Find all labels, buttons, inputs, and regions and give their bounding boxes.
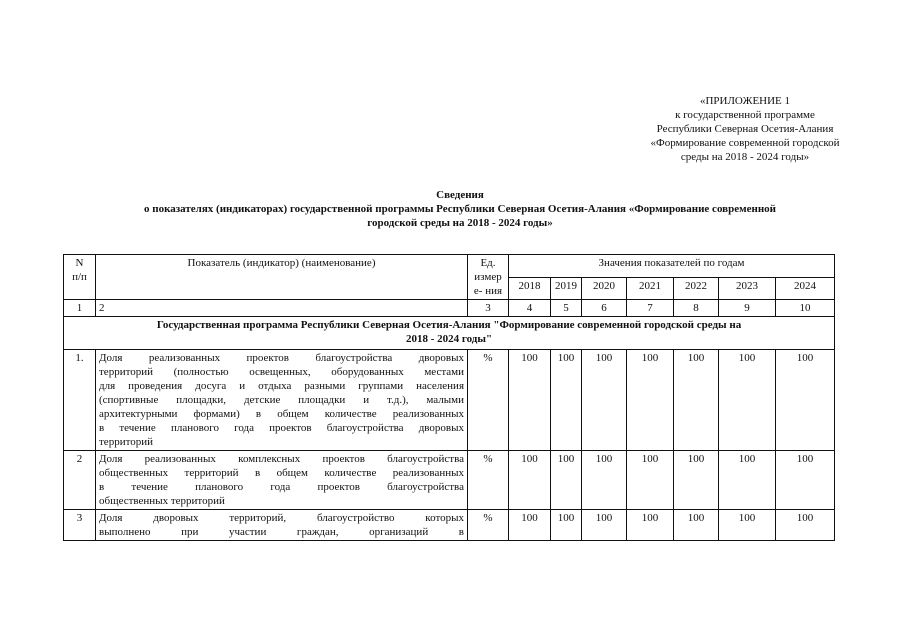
row-value: 100	[776, 350, 835, 451]
index-cell: 4	[509, 300, 551, 317]
index-cell: 7	[627, 300, 674, 317]
row-value: 100	[582, 510, 627, 541]
appendix-line: среды на 2018 - 2024 годы»	[680, 151, 810, 163]
indicator-line: выполнено при участии граждан, организаций в	[99, 526, 464, 538]
indicator-line: Доля реализованных проектов благоустройства дворовых	[99, 352, 464, 364]
table-header-row	[64, 255, 835, 278]
header-year: 2023	[719, 277, 776, 300]
title-line: Сведения	[436, 189, 484, 201]
row-number: 2	[64, 451, 96, 510]
header-year: 2019	[551, 277, 582, 300]
row-value: 100	[582, 451, 627, 510]
index-cell: 9	[719, 300, 776, 317]
index-cell: 2	[96, 300, 468, 317]
title-line: городской среды на 2018 - 2024 годы»	[367, 217, 553, 229]
indicator-line: для проведения досуга и отдыха разными группами населения	[99, 380, 464, 392]
indicator-line: территорий	[99, 436, 154, 448]
table-row	[64, 510, 835, 541]
appendix-line: Республики Северная Осетия-Алания	[656, 123, 834, 135]
row-number: 3	[64, 510, 96, 541]
row-unit: %	[468, 451, 509, 510]
indicator-line: (спортивные площадки, детские площадки и т.д.), малыми	[99, 394, 464, 406]
index-cell: 1	[64, 300, 96, 317]
row-value: 100	[719, 350, 776, 451]
index-cell: 5	[551, 300, 582, 317]
row-value: 100	[719, 510, 776, 541]
row-value: 100	[627, 451, 674, 510]
document-title	[80, 188, 840, 230]
row-value: 100	[776, 451, 835, 510]
row-value: 100	[551, 451, 582, 510]
row-value: 100	[674, 350, 719, 451]
title-line: о показателях (индикаторах) государственной программы Республики Северная Осетия-Алания «Формирование современной	[143, 203, 776, 215]
index-cell: 10	[776, 300, 835, 317]
row-indicator	[96, 350, 468, 451]
indicator-line: архитектурными формами) в общем количестве реализованных	[99, 408, 464, 420]
row-value: 100	[509, 451, 551, 510]
header-num-cell	[64, 255, 96, 300]
table-row	[64, 350, 835, 451]
row-number: 1.	[64, 350, 96, 451]
table-row	[64, 451, 835, 510]
header-values-group: Значения показателей по годам	[509, 255, 835, 278]
indicators-table	[63, 254, 835, 541]
row-unit: %	[468, 350, 509, 451]
header-year: 2018	[509, 277, 551, 300]
row-value: 100	[627, 510, 674, 541]
row-value: 100	[627, 350, 674, 451]
appendix-line: к государственной программе	[675, 109, 815, 121]
row-value: 100	[582, 350, 627, 451]
header-unit-line: Ед.	[480, 257, 496, 269]
section-heading-line: Государственная программа Республики Северная Осетия-Алания "Формирование современной городской среды на	[156, 319, 742, 331]
row-value: 100	[509, 510, 551, 541]
header-unit-line: е- ния	[473, 285, 503, 297]
indicator-line: общественных территорий в общем количестве реализованных	[99, 467, 464, 479]
header-num-line: п/п	[72, 271, 87, 283]
header-year: 2020	[582, 277, 627, 300]
header-year: 2024	[776, 277, 835, 300]
index-cell: 6	[582, 300, 627, 317]
row-value: 100	[674, 451, 719, 510]
indicator-line: общественных территорий	[99, 495, 225, 507]
section-heading-row	[64, 317, 835, 350]
indicator-line: в течение планового года проектов благоустройства	[99, 481, 464, 493]
appendix-line: «ПРИЛОЖЕНИЕ 1	[699, 95, 791, 107]
row-indicator	[96, 451, 468, 510]
row-unit: %	[468, 510, 509, 541]
appendix-header	[620, 94, 870, 164]
indicator-line: Доля реализованных комплексных проектов благоустройства	[99, 453, 464, 465]
index-cell: 8	[674, 300, 719, 317]
header-unit-line: измер	[474, 271, 502, 283]
appendix-line: «Формирование современной городской	[650, 137, 840, 149]
row-value: 100	[776, 510, 835, 541]
section-heading-line: 2018 - 2024 годы"	[405, 333, 493, 345]
header-year: 2021	[627, 277, 674, 300]
row-value: 100	[551, 350, 582, 451]
header-unit-cell	[468, 255, 509, 300]
index-cell: 3	[468, 300, 509, 317]
section-heading-cell	[64, 317, 835, 350]
header-num-line: N	[75, 257, 84, 269]
row-value: 100	[674, 510, 719, 541]
indicator-line: в течение планового года проектов благоустройства дворовых	[99, 422, 464, 434]
row-value: 100	[509, 350, 551, 451]
header-indicator-cell: Показатель (индикатор) (наименование)	[96, 255, 468, 300]
row-value: 100	[551, 510, 582, 541]
indicator-line: территорий (полностью освещенных, оборудованных местами	[99, 366, 464, 378]
header-year: 2022	[674, 277, 719, 300]
indicator-line: Доля дворовых территорий, благоустройство которых	[99, 512, 464, 524]
column-index-row	[64, 300, 835, 317]
row-indicator	[96, 510, 468, 541]
row-value: 100	[719, 451, 776, 510]
